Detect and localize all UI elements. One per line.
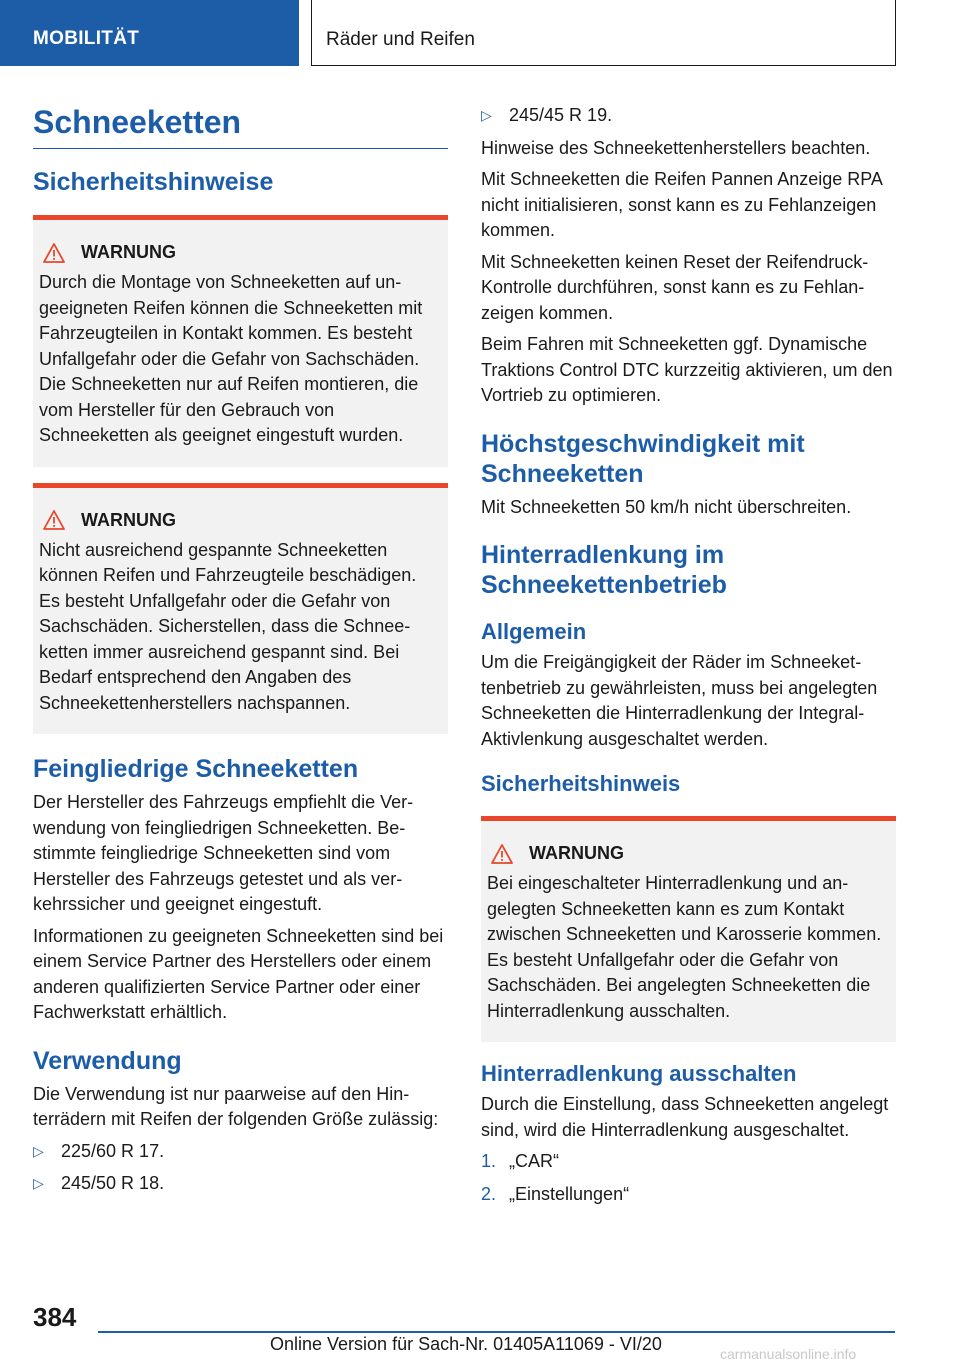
safety-note-heading: Sicherheitshinweis: [481, 771, 681, 796]
warning-text: Nicht ausreichend gespannte Schneeketten können Reifen und Fahrzeugteile beschädigen. Es besteht Unfallgefahr oder die Gefahr von Sachschäden. Sicherstellen, dass die Schneeketten immer ausreichend gespannt sind. Bei Bedarf entsprechend den Angaben des Schneekettenherstellers nachspannen.: [39, 539, 417, 713]
steps-list: [481, 1149, 896, 1207]
warning-box: [481, 816, 896, 1042]
warning-triangle-icon: [491, 844, 513, 864]
paragraph: Durch die Einstellung, dass Schneeketten angelegt sind, wird die Hinterradlenkung ausgeschaltet.: [481, 1094, 889, 1140]
list-item: 2. „Einstellungen“: [481, 1183, 630, 1204]
paragraph: Der Hersteller des Fahrzeugs empfiehlt die Verwendung von feingliedrigen Schneeketten. Bestimmte feingliedrige Schneeketten sind vom Hersteller des Fahrzeugs getestet und als verkehrssicher und geeignet eingestuft.: [33, 792, 414, 914]
triangle-right-icon: ▷: [33, 1142, 44, 1159]
list-item: ▷ 245/45 R 19.: [481, 103, 896, 129]
list-item: ▷ 225/60 R 17.: [33, 1139, 448, 1165]
fine-chains-heading: Feingliedrige Schneeketten: [33, 755, 359, 783]
warning-label: WARNUNG: [81, 242, 176, 262]
paragraph: Die Verwendung ist nur paarweise auf den Hinterrädern mit Reifen der folgenden Größe zulässig:: [33, 1083, 439, 1129]
page-number: 384: [33, 1302, 77, 1332]
tire-size-list: [481, 103, 896, 129]
section-tab: MOBILITÄT: [0, 0, 299, 66]
warning-box: [33, 215, 448, 467]
rear-steering-heading: Hinterradlenkung im Schneekettenbetrieb: [481, 541, 727, 599]
tire-size-list: [33, 1139, 448, 1197]
chapter-title: Räder und Reifen: [311, 0, 896, 66]
footer-divider: [98, 1331, 895, 1333]
warning-triangle-icon: [43, 510, 65, 530]
paragraph: Um die Freigängigkeit der Räder im Schneekettenbetrieb zu gewährleisten, muss bei angelegten Schneeketten die Hinterradlenkung der Integral-Aktivlenkung ausgeschaltet werden.: [481, 652, 878, 749]
warning-label: WARNUNG: [529, 843, 624, 863]
triangle-right-icon: ▷: [33, 1175, 44, 1191]
safety-heading: Sicherheitshinweise: [33, 168, 274, 196]
online-version-note: Online Version für Sach-Nr. 01405A11069 - VI/20: [270, 1334, 662, 1354]
warning-text: Bei eingeschalteter Hinterradlenkung und angelegten Schneeketten kann es zum Kontakt zwischen Schneeketten und Karosserie kommen. Es besteht Unfallgefahr oder die Gefahr von Sachschäden. Bei angelegten Schneeketten die Hinterradlenkung ausschalten.: [487, 873, 882, 1021]
triangle-right-icon: ▷: [481, 107, 492, 123]
paragraph: Mit Schneeketten keinen Reset der Reifendruck-Kontrolle durchführen, sonst kann es zu Fehlanzeigen kommen.: [481, 251, 869, 323]
warning-label: WARNUNG: [81, 509, 176, 530]
disable-steering-heading: Hinterradlenkung ausschalten: [481, 1061, 797, 1086]
paragraph: Beim Fahren mit Schneeketten ggf. Dynamische Traktions Control DTC kurzzeitig aktivieren, um den Vortrieb zu optimieren.: [481, 334, 893, 405]
usage-heading: Verwendung: [33, 1046, 182, 1075]
left-column: [33, 96, 448, 1204]
list-item: 1. „CAR“: [481, 1151, 559, 1171]
warning-box: [33, 483, 448, 735]
paragraph: Mit Schneeketten 50 km/h nicht überschreiten.: [481, 496, 852, 517]
watermark: carmanualsonline.info: [720, 1346, 857, 1362]
page-header: [0, 0, 960, 66]
warning-triangle-icon: [43, 243, 65, 263]
paragraph: Mit Schneeketten die Reifen Pannen Anzeige RPA nicht initialisieren, sonst kann es zu Fehlanzeigen kommen.: [481, 169, 882, 240]
max-speed-heading: Höchstgeschwindigkeit mit Schneeketten: [481, 429, 805, 488]
right-column: [481, 103, 896, 1214]
warning-text: Durch die Montage von Schneeketten auf ungeeigneten Reifen können die Schneeketten mit Fahrzeugteilen in Kontakt kommen. Es besteht Unfallgefahr oder die Gefahr von Sachschäden. Die Schneeketten nur auf Reifen montieren, die vom Hersteller für den Gebrauch von Schneeketten als geeignet eingestuft wurden.: [39, 272, 423, 445]
paragraph: Hinweise des Schneekettenherstellers beachten.: [481, 137, 871, 158]
page-title: Schneeketten: [33, 96, 448, 149]
general-heading: Allgemein: [481, 619, 587, 644]
list-item: ▷ 245/50 R 18.: [33, 1171, 448, 1197]
paragraph: Informationen zu geeigneten Schneeketten sind bei einem Service Partner des Herstellers oder einem anderen qualifizierten Service Partner oder einer Fachwerkstatt erhältlich.: [33, 925, 444, 1022]
